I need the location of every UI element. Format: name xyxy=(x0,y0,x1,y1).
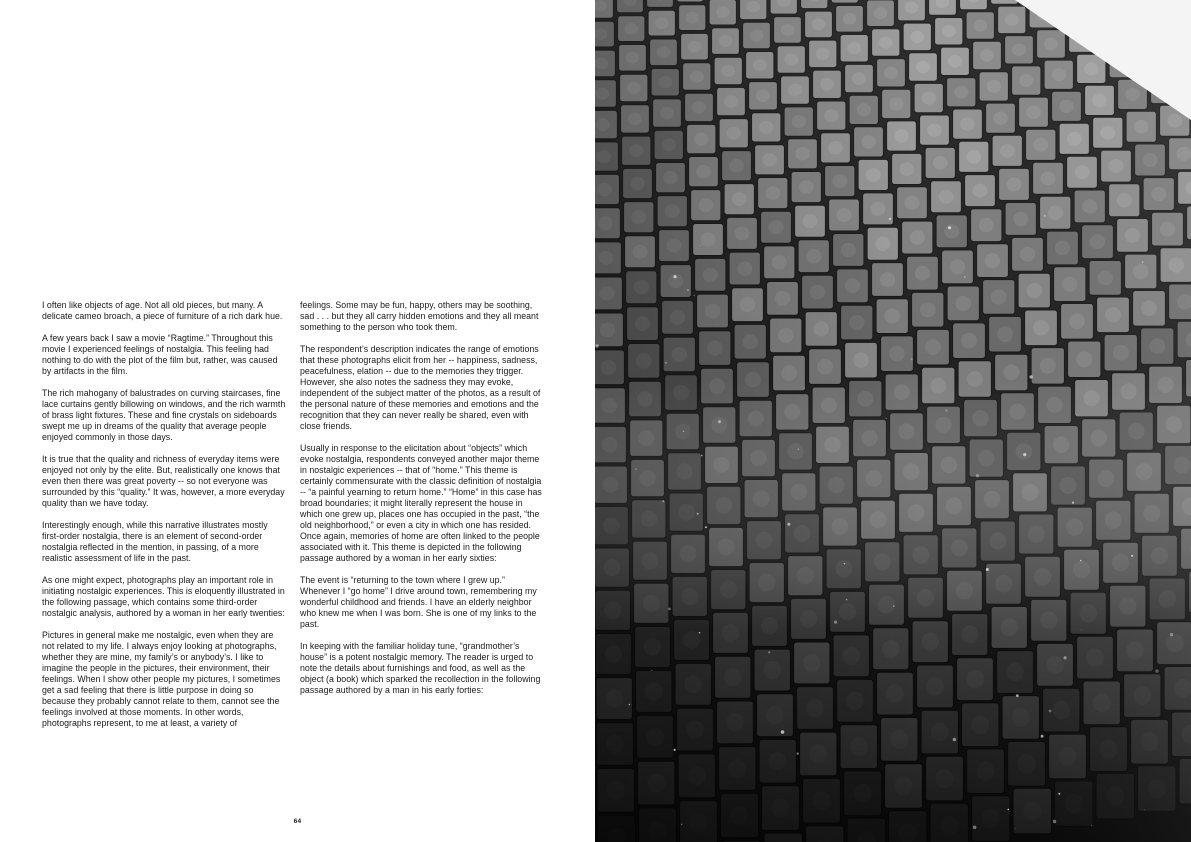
film-speck xyxy=(1008,809,1010,811)
film-speck xyxy=(1144,810,1145,811)
film-speck xyxy=(886,418,887,419)
paragraph: The event is “returning to the town where I grew up.” Whenever I “go home” I drive around town, remembering my wonderful childhood and friends. I have an elderly neighbor who knew me when I was born. She is one of my links to the past. xyxy=(300,575,537,629)
film-speck xyxy=(662,500,664,502)
film-speck xyxy=(687,289,689,291)
film-speck xyxy=(1015,828,1016,829)
paragraph: Usually in response to the elicitation about “objects” which evoke nostalgia, respondents conveyed another major theme in nostalgic experiences -- that of “home.” This theme is certainly commensurate with the classic definition of nostalgia -- “a painful yearning to return home.” “Home” in this case has broad boundaries; it might literally represent the house in which one grew up, places one has occupied in the past, “the old neighborhood,” or even a city in which one has resided. Once again, memories of home are often linked to the people associated with it. This theme is depicted in the following passage authored by a woman in her early sixties: xyxy=(300,443,542,563)
left-page xyxy=(0,0,595,842)
film-speck xyxy=(1016,694,1019,697)
film-speck xyxy=(701,455,703,457)
film-speck xyxy=(683,431,685,433)
film-speck xyxy=(945,409,947,411)
paragraph: Interestingly enough, while this narrative illustrates mostly first-order nostalgia, there is an element of second-order nostalgia reflected in the mention, in passing, of a more realistic assessment of life in the past. xyxy=(42,520,268,563)
film-speck xyxy=(889,218,891,220)
film-speck xyxy=(1029,375,1032,378)
film-speck xyxy=(1041,735,1044,738)
film-speck xyxy=(1044,215,1046,217)
page-number-text: 64 xyxy=(293,818,302,825)
film-speck xyxy=(1080,560,1082,562)
film-speck xyxy=(781,730,785,734)
film-speck xyxy=(1072,502,1074,504)
film-speck xyxy=(787,523,790,526)
film-speck xyxy=(893,606,894,607)
text-column-2 xyxy=(300,300,544,707)
film-speck xyxy=(948,226,951,229)
film-speck xyxy=(705,526,707,528)
film-speck xyxy=(804,388,805,389)
film-speck xyxy=(1023,453,1026,456)
film-speck xyxy=(798,449,799,450)
film-speck xyxy=(668,608,671,611)
paragraph: As one might expect, photographs play an important role in initiating nostalgic experiences. This is eloquently illustrated in the following passage, which contains some third-order nostalgic analysis, authored by a woman in her early twenties: xyxy=(42,575,285,618)
film-speck xyxy=(1049,710,1052,713)
text-column-1 xyxy=(42,300,286,740)
film-speck xyxy=(595,344,598,347)
film-speck xyxy=(699,632,701,634)
film-speck xyxy=(953,738,956,741)
film-speck xyxy=(1081,629,1082,630)
film-speck xyxy=(700,245,701,246)
paragraph: The rich mahogany of balustrades on curving staircases, fine lace curtains gently billowing on windows, and the rich warmth of brass light fixtures. These and fine crystals on sideboards swept me up in dreams of the quality that average people enjoyed commonly in those days. xyxy=(42,388,286,442)
paragraph: feelings. Some may be fun, happy, others may be soothing, sad . . . but they all carry hidden emotions and they all meant something to the person who took them. xyxy=(300,300,539,332)
film-speck xyxy=(797,752,799,754)
paragraph: Pictures in general make me nostalgic, even when they are not related to my life. I always enjoy looking at photographs, whether they are mine, my family’s or anybody’s. I like to imagine the people in the pictures, their environment, their feelings. When I show other people my pictures, I sometimes get a sad feeling that there is little purpose in doing so because they probably cannot relate to them, cannot see the feelings involved at those moments. In other words, photographs represent, to me at least, a variety of xyxy=(42,630,281,728)
film-speck xyxy=(846,599,848,601)
film-speck xyxy=(635,469,636,470)
paragraph: In keeping with the familiar holiday tune, “grandmother’s house” is a potent nostalgic memory. The reader is urged to note the details about furnishings and food, as well as the object (a book) which sparked the recollection in the following passage authored by a man in his early forties: xyxy=(300,641,541,695)
film-speck xyxy=(1091,825,1092,826)
film-speck xyxy=(694,295,695,296)
film-speck xyxy=(697,513,699,515)
film-speck xyxy=(976,474,979,477)
film-speck xyxy=(1170,633,1173,636)
film-speck xyxy=(964,276,966,278)
film-speck xyxy=(834,621,837,624)
paragraph: It is true that the quality and richness of everyday items were enjoyed not only by the elite. But, realistically one knows that even then there was great poverty -- so not everyone was surrounded by this “quality.” It was, however, a more everyday quality than we have today. xyxy=(42,454,285,508)
film-speck xyxy=(681,824,682,825)
paragraph: The respondent’s description indicates the range of emotions that these photographs elicit from her -- happiness, sadness, peacefulness, elation -- due to the memories they trigger. However, she also notes the sadness they may evoke, independent of the subject matter of the photos, as a result of the personal nature of these memories and emotions and the recognition that they can never really be shared, even with close friends. xyxy=(300,344,541,431)
film-speck xyxy=(1131,555,1133,557)
film-speck xyxy=(629,704,631,706)
film-speck xyxy=(665,362,667,364)
film-speck xyxy=(911,358,913,360)
film-speck xyxy=(674,749,676,751)
paragraph: I often like objects of age. Not all old pieces, but many. A delicate cameo broach, a piece of furniture of a rich dark hue. xyxy=(42,300,283,321)
film-speck xyxy=(991,652,992,653)
film-speck xyxy=(673,275,676,278)
tiled-building-facade-photo xyxy=(595,0,1191,842)
film-speck xyxy=(1142,261,1143,262)
film-speck xyxy=(1058,793,1060,795)
paragraph: A few years back I saw a movie “Ragtime.” Throughout this movie I experienced feelings of nostalgia. This feeling had nothing to do with the plot of the film but, rather, was caused by artifacts in the film. xyxy=(42,333,278,376)
horizontal-shading xyxy=(595,0,1191,842)
page-number xyxy=(0,818,595,825)
film-speck xyxy=(973,826,977,830)
film-speck xyxy=(1064,656,1067,659)
film-speck xyxy=(986,568,989,571)
film-speck xyxy=(768,651,770,653)
film-speck xyxy=(651,670,652,671)
film-speck xyxy=(1155,669,1158,672)
film-speck xyxy=(718,420,721,423)
film-speck xyxy=(1053,820,1056,823)
film-speck xyxy=(844,563,845,564)
photo-svg xyxy=(595,0,1191,842)
